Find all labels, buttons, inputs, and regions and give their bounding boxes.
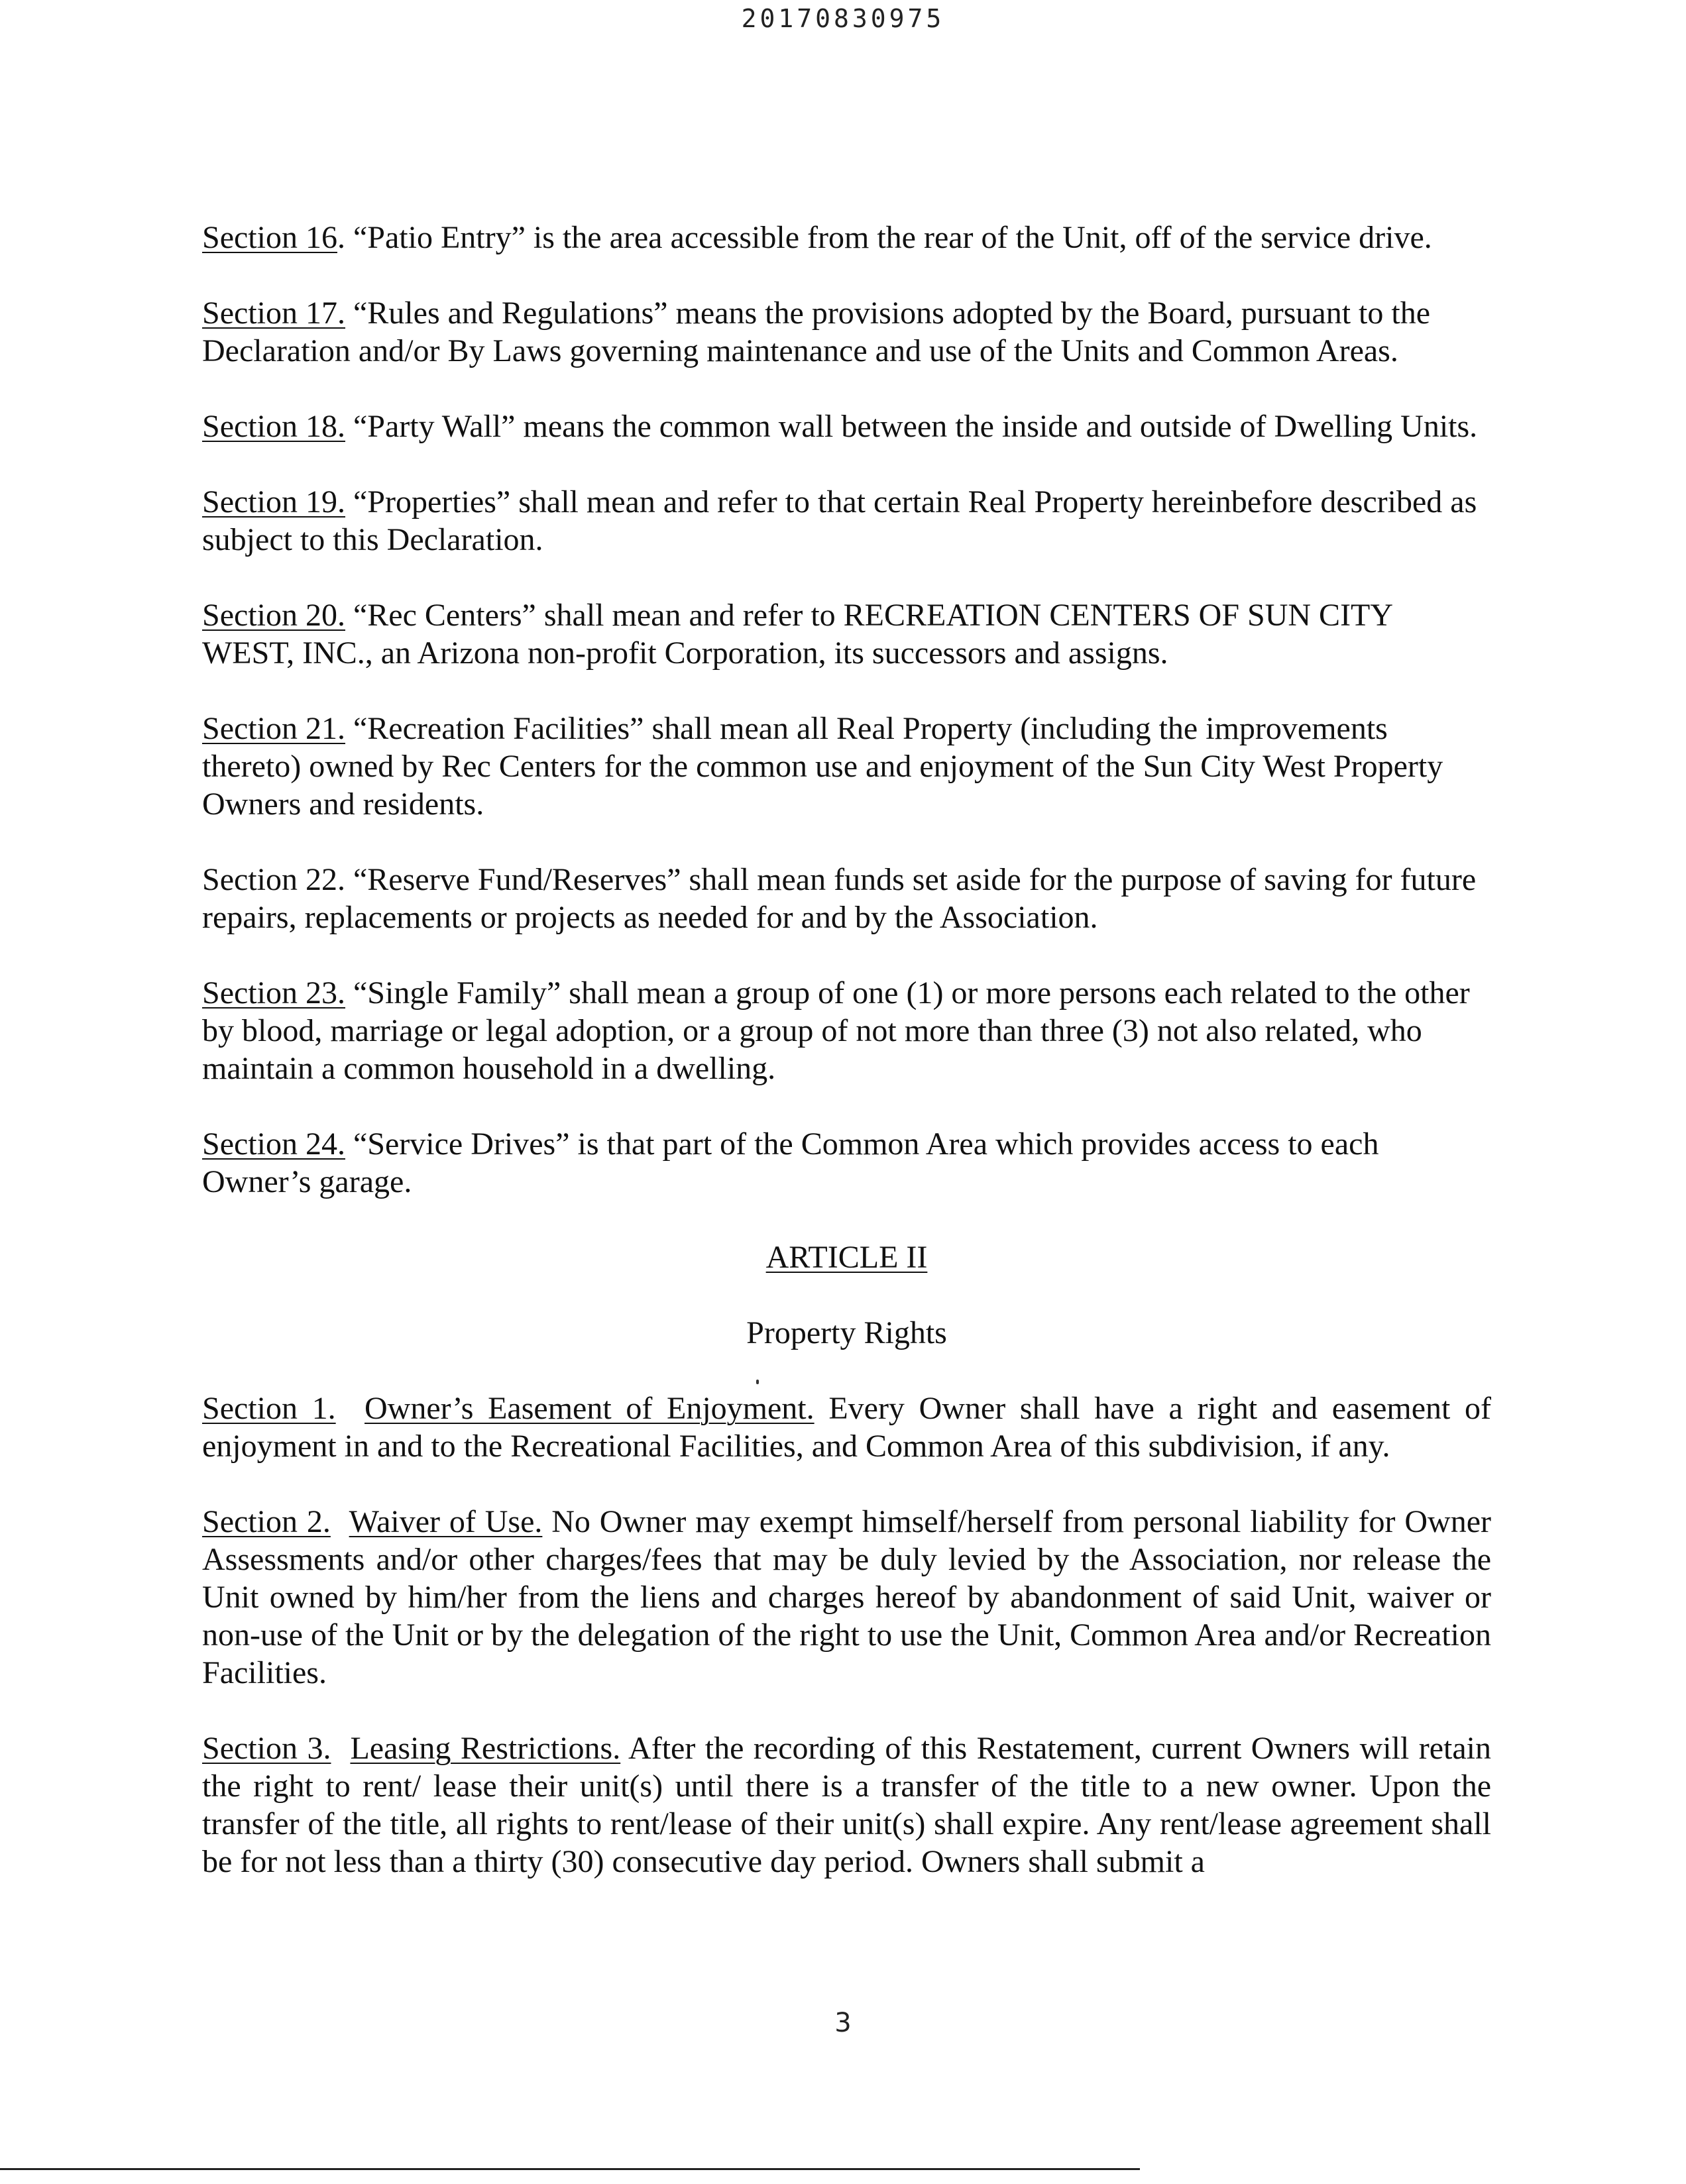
section-21 <box>202 710 1491 823</box>
article-section-2-title: Waiver of Use. <box>349 1504 543 1539</box>
section-21-text: “Recreation Facilities” shall mean all Real Property (including the improvements thereto) owned by Rec Centers for the common use and enjoyment of the Sun City West Property Owners and residents. <box>202 711 1443 822</box>
bottom-rule <box>0 2168 1140 2170</box>
section-19-text: “Properties” shall mean and refer to that certain Real Property hereinbefore described as subject to this Declaration. <box>202 484 1477 557</box>
section-17-text: “Rules and Regulations” means the provisions adopted by the Board, pursuant to the Declaration and/or By Laws governing maintenance and use of the Units and Common Areas. <box>202 296 1430 368</box>
section-23-label: Section 23. <box>202 975 345 1010</box>
section-18 <box>202 408 1491 445</box>
section-16-label-punct: . <box>337 220 345 255</box>
section-16-text: “Patio Entry” is the area accessible from the rear of the Unit, off of the service drive. <box>345 220 1432 255</box>
article-heading <box>202 1238 1491 1276</box>
article-section-2 <box>202 1503 1491 1692</box>
section-18-text: “Party Wall” means the common wall between the inside and outside of Dwelling Units. <box>345 409 1478 444</box>
section-22 <box>202 861 1491 936</box>
section-22-label: Section 22. <box>202 862 345 897</box>
section-20-text: “Rec Centers” shall mean and refer to RECREATION CENTERS OF SUN CITY WEST, INC., an Arizona non-profit Corporation, its successors and assigns. <box>202 598 1392 671</box>
section-23-text: “Single Family” shall mean a group of one (1) or more persons each related to the other by blood, marriage or legal adoption, or a group of not more than three (3) not also related, who maintain a common household in a dwelling. <box>202 975 1470 1086</box>
article-section-3-label: Section 3. <box>202 1731 331 1766</box>
article-section-2-text: No Owner may exempt himself/herself from personal liability for Owner Assessments and/or other charges/fees that may be duly levied by the Association, nor release the Unit owned by him/her from the liens and charges hereof by abandonment of said Unit, waiver or non-use of the Unit or by the delegation of the right to use the Unit, Common Area and/or Recreation Facilities. <box>202 1504 1492 1690</box>
document-body <box>202 219 1491 1918</box>
article-section-3 <box>202 1729 1491 1881</box>
section-17-label: Section 17. <box>202 296 345 331</box>
article-section-1 <box>202 1390 1491 1465</box>
section-24-label: Section 24. <box>202 1126 345 1162</box>
document-number: 20170830975 <box>741 4 945 33</box>
article-section-1-title: Owner’s Easement of Enjoyment. <box>365 1391 815 1426</box>
section-22-text: “Reserve Fund/Reserves” shall mean funds set aside for the purpose of saving for future repairs, replacements or projects as needed for and by the Association. <box>202 862 1477 935</box>
section-21-label: Section 21. <box>202 711 345 746</box>
section-23 <box>202 974 1491 1087</box>
section-16-label: Section 16 <box>202 220 337 255</box>
article-section-1-label: Section 1. <box>202 1391 336 1426</box>
article-section-2-label: Section 2. <box>202 1504 331 1539</box>
article-section-3-text: After the recording of this Restatement, current Owners will retain the right to rent/ lease their unit(s) until there is a transfer of the title to a new owner. Upon the transfer of the title, all rights to rent/lease of their unit(s) shall expire. Any rent/lease agreement shall be for not less than a thirty (30) consecutive day period. Owners shall submit a <box>202 1731 1492 1879</box>
article-subheading: Property Rights <box>746 1315 947 1350</box>
article-section-3-title: Leasing Restrictions. <box>350 1731 621 1766</box>
section-24 <box>202 1125 1491 1201</box>
scan-speck <box>756 1380 759 1384</box>
section-19-label: Section 19. <box>202 484 345 519</box>
page-number: 3 <box>834 2008 852 2038</box>
section-16 <box>202 219 1491 256</box>
section-18-label: Section 18. <box>202 409 345 444</box>
section-20 <box>202 596 1491 672</box>
section-19 <box>202 483 1491 559</box>
section-24-text: “Service Drives” is that part of the Common Area which provides access to each Owner’s garage. <box>202 1126 1379 1199</box>
section-17 <box>202 294 1491 370</box>
section-20-label: Section 20. <box>202 598 345 633</box>
article-section-1-text: Every Owner shall have a right and easement of enjoyment in and to the Recreational Facilities, and Common Area of this subdivision, if any. <box>202 1391 1491 1464</box>
article-number: ARTICLE II <box>765 1240 928 1275</box>
